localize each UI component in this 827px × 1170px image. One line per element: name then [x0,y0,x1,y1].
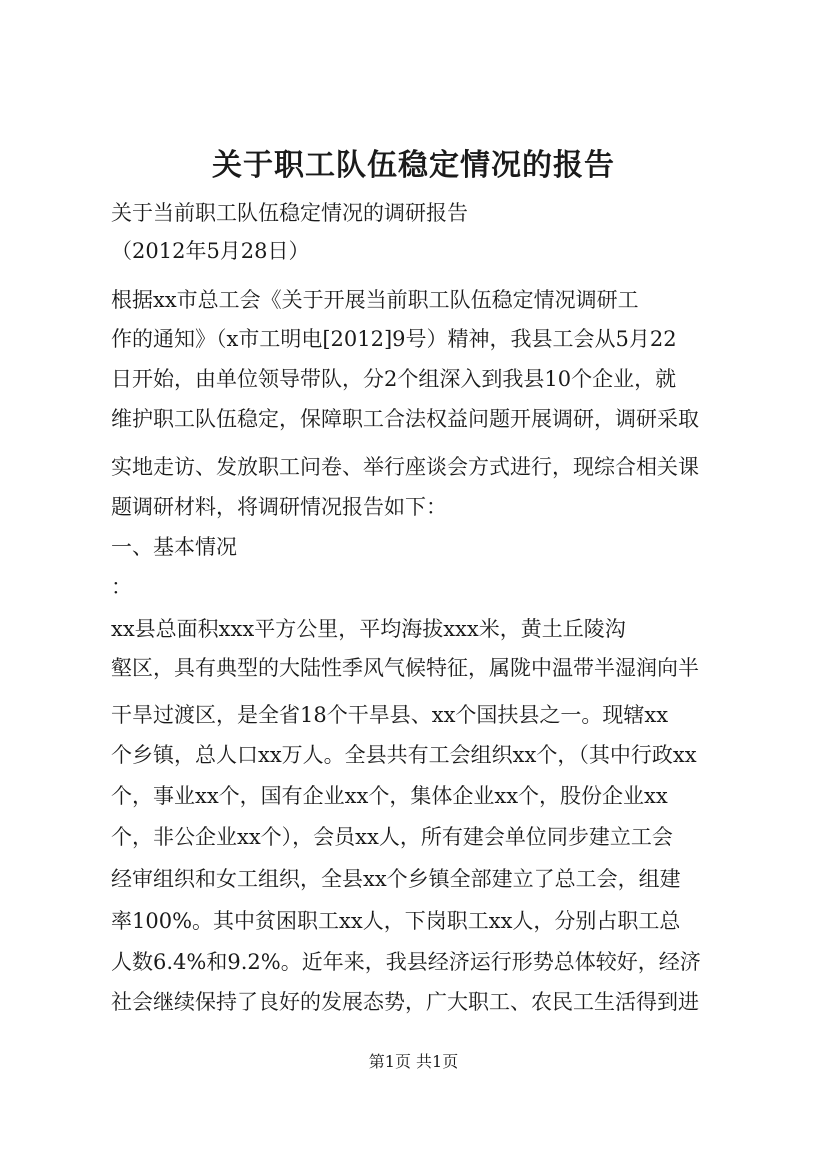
body-line: 个，事业xx个，国有企业xx个，集体企业xx个，股份企业xx [111,784,668,808]
body-line: 壑区，具有典型的大陆性季风气候特征，属陇中温带半湿润向半 [111,656,699,680]
body-line: 实地走访、发放职工问卷、举行座谈会方式进行，现综合相关课 [111,455,699,479]
body-line: 率100%。其中贫困职工xx人，下岗职工xx人，分别占职工总 [111,909,681,933]
body-line: 维护职工队伍稳定，保障职工合法权益问题开展调研，调研采取 [111,407,699,431]
body-line: 人数6.4%和9.2%。近年来，我县经济运行形势总体较好，经济 [111,950,701,974]
body-line: 个乡镇，总人口xx万人。全县共有工会组织xx个，（其中行政xx [111,743,697,767]
body-line: 题调研材料，将调研情况报告如下： [111,495,447,519]
body-line: 日开始，由单位领导带队，分2个组深入到我县10个企业，就 [111,367,677,391]
page-number-footer: 第1页 共1页 [368,1052,459,1071]
body-line: 经审组织和女工组织，全县xx个乡镇全部建立了总工会，组建 [111,867,681,891]
body-line: ： [111,575,132,599]
subtitle-line: 关于当前职工队伍稳定情况的调研报告 [111,201,468,225]
section-heading: 一、基本情况 [111,535,237,559]
document-title: 关于职工队伍稳定情况的报告 [212,148,615,183]
body-line: xx县总面积xxx平方公里，平均海拔xxx米，黄土丘陵沟 [111,617,626,641]
body-line: 干旱过渡区，是全省18个干旱县、xx个国扶县之一。现辖xx [111,703,669,727]
body-line: 作的通知》（x市工明电[2012]9号）精神，我县工会从5月22 [111,327,677,351]
body-line: 根据xx市总工会《关于开展当前职工队伍稳定情况调研工 [111,288,639,312]
body-line: 社会继续保持了良好的发展态势，广大职工、农民工生活得到进 [111,990,699,1014]
body-line: 个，非公企业xx个），会员xx人，所有建会单位同步建立工会 [111,825,673,849]
date-line: （2012年5月28日） [111,239,310,263]
